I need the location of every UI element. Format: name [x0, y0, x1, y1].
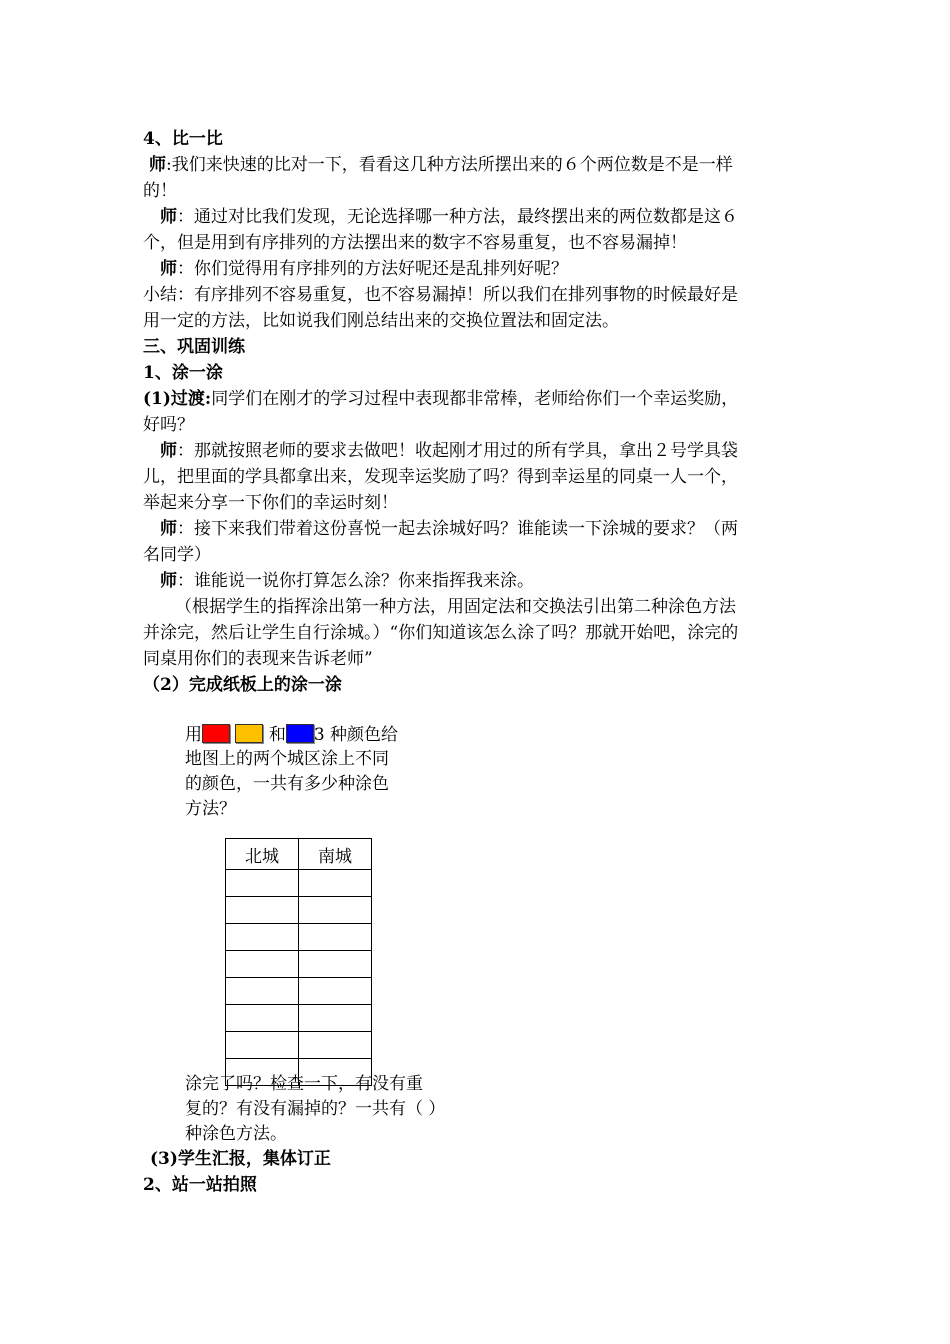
paragraph-line: 举起来分享一下你们的幸运时刻！ — [143, 493, 398, 513]
paragraph-line: 师：那就按照老师的要求去做吧！收起刚才用过的所有学具，拿出２号学具袋 — [160, 441, 738, 461]
paragraph-line: (1)过渡:同学们在刚才的学习过程中表现都非常棒，老师给你们一个幸运奖励， — [143, 389, 739, 409]
problem-after-line: 复的？有没有漏掉的？一共有（ ） — [185, 1099, 446, 1119]
paragraph-line: 同桌用你们的表现来告诉老师” — [143, 649, 373, 669]
paragraph-line: 儿，把里面的学具都拿出来，发现幸运奖励了吗？得到幸运星的同桌一人一个， — [143, 467, 738, 487]
paragraph-line: 名同学） — [143, 545, 211, 565]
problem-line: 方法？ — [185, 799, 236, 819]
paragraph-line: 用一定的方法，比如说我们刚总结出来的交换位置法和固定法。 — [143, 311, 619, 331]
table-row — [226, 1032, 372, 1059]
paragraph-line: 小结：有序排列不容易重复，也不容易漏掉！所以我们在排列事物的时候最好是 — [143, 285, 738, 305]
blue-color-swatch — [286, 724, 314, 743]
problem-line-colors: 用 和 3 种颜色给 — [185, 725, 399, 745]
section-heading-practice: 三、巩固训练 — [143, 337, 245, 357]
problem-after-line: 涂完了吗？检查一下，有没有重 — [185, 1074, 423, 1094]
coloring-table — [225, 838, 372, 1086]
table-row — [226, 897, 372, 924]
step-heading-complete-board: （2）完成纸板上的涂一涂 — [143, 675, 342, 695]
header-south-city: 南城 — [299, 839, 372, 870]
paragraph-line: 师：接下来我们带着这份喜悦一起去涂城好吗？谁能读一下涂城的要求？（两 — [160, 519, 738, 539]
table-row — [226, 951, 372, 978]
header-north-city: 北城 — [226, 839, 299, 870]
table-row — [226, 870, 372, 897]
problem-line: 地图上的两个城区涂上不同 — [185, 749, 389, 769]
paragraph-line: 个，但是用到有序排列的方法摆出来的数字不容易重复，也不容易漏掉！ — [143, 233, 687, 253]
paragraph-line: 师:我们来快速的比对一下，看看这几种方法所摆出来的６个两位数是不是一样 — [149, 155, 733, 175]
table-header-row — [226, 839, 372, 870]
subsection-heading-color: 1、涂一涂 — [143, 363, 223, 383]
table-row — [226, 1005, 372, 1032]
problem-line: 的颜色，一共有多少种涂色 — [185, 774, 389, 794]
red-color-swatch — [202, 724, 230, 743]
paragraph-line: 并涂完，然后让学生自行涂城。）“你们知道该怎么涂了吗？那就开始吧，涂完的 — [143, 623, 739, 643]
step-heading-report: (3)学生汇报，集体订正 — [150, 1149, 331, 1169]
paragraph-line: 的！ — [143, 181, 177, 201]
subsection-heading-photo: 2、站一站拍照 — [143, 1175, 257, 1195]
paragraph-line: 好吗？ — [143, 415, 194, 435]
table-row — [226, 978, 372, 1005]
paragraph-line: 师：你们觉得用有序排列的方法好呢还是乱排列好呢？ — [160, 259, 568, 279]
problem-after-line: 种涂色方法。 — [185, 1124, 287, 1144]
yellow-color-swatch — [235, 724, 263, 743]
paragraph-line: （根据学生的指挥涂出第一种方法，用固定法和交换法引出第二种涂色方法 — [175, 597, 736, 617]
paragraph-line: 师：谁能说一说你打算怎么涂？你来指挥我来涂。 — [160, 571, 534, 591]
table-row — [226, 924, 372, 951]
paragraph-line: 师：通过对比我们发现，无论选择哪一种方法，最终摆出来的两位数都是这６ — [160, 207, 738, 227]
section-heading-compare: 4、比一比 — [143, 129, 223, 149]
